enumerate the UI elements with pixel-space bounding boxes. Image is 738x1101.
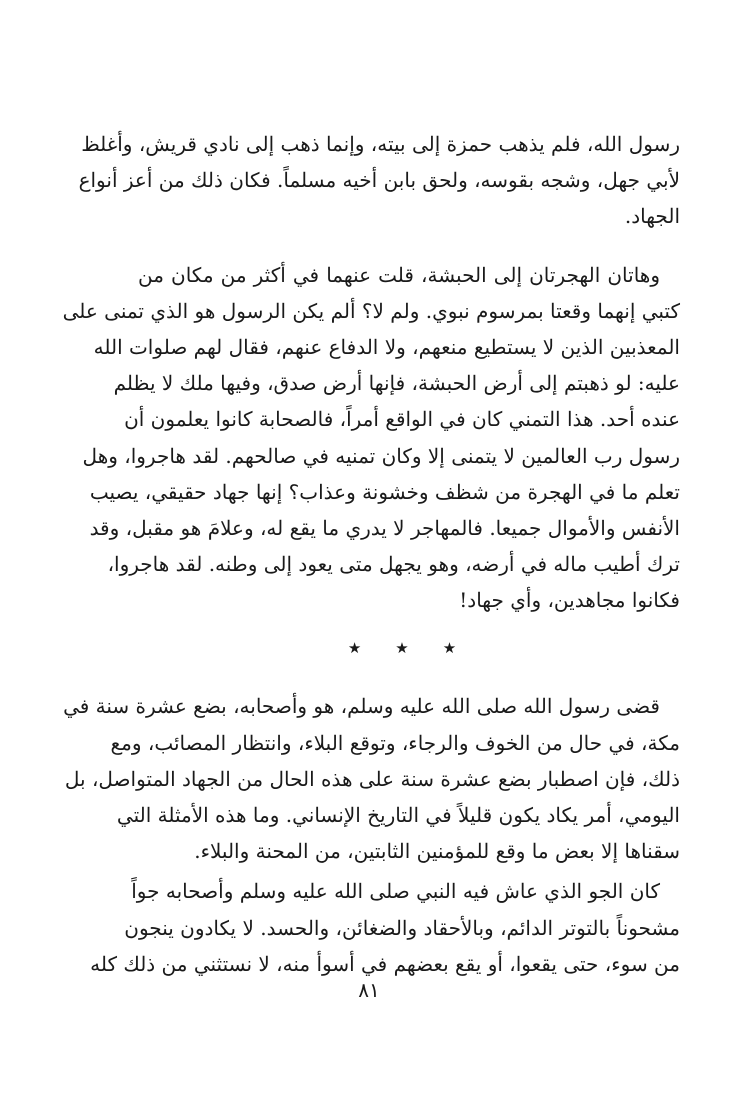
text-line: من سوء، حتى يقعوا، أو يقع بعضهم في أسوأ منه، لا نستثني من ذلك كله: [90, 951, 680, 976]
text-line: المعذبين الذين لا يستطيع منعهم، ولا الدفاع عنهم، فقال لهم صلوات الله: [93, 334, 680, 359]
star-icon: ★: [442, 639, 457, 658]
text-line: فكانوا مجاهدين، وأي جهاد!: [459, 588, 680, 613]
paragraph-1: [78, 126, 680, 235]
text-line: وهاتان الهجرتان إلى الحبشة، قلت عنهما في أكثر من مكان من: [138, 262, 660, 287]
text-line: رسول رب العالمين لا يتمنى إلا وكان تمنيه في صالحهم. لقد هاجروا، وهل: [82, 443, 680, 468]
star-icon: ★: [395, 639, 409, 658]
text-line: سقناها إلا بعض ما وقع للمؤمنين الثابتين، من المحنة والبلاء.: [194, 839, 680, 864]
text-line: ترك أطيب ماله في أرضه، وهو يجهل متى يعود إلى وطنه. لقد هاجروا،: [107, 552, 680, 577]
text-line: قضى رسول الله صلى الله عليه وسلم، هو وأصحابه، بضع عشرة سنة في: [63, 694, 660, 719]
text-line: كان الجو الذي عاش فيه النبي صلى الله عليه وسلم وأصحابه جواً: [131, 879, 660, 904]
page-number: ٨١: [358, 978, 380, 1002]
text-line: الأنفس والأموال جميعا. فالمهاجر لا يدري ما يقع له، وعلامَ هو مقبل، وقد: [89, 515, 680, 540]
text-line: الجهاد.: [624, 204, 680, 229]
text-line: اليومي، أمر يكاد يكون قليلاً في التاريخ الإنساني. وما هذه الأمثلة التي: [116, 803, 680, 827]
text-line: كتبي إنهما وقعتا بمرسوم نبوي. ولم لا؟ ألم يكن الرسول هو الذي تمنى على: [62, 298, 680, 323]
text-line: تعلم ما في الهجرة من شظف وخشونة وعذاب؟ إنها جهاد حقيقي، يصيب: [89, 479, 680, 504]
text-line: ذلك، فإن اصطبار بضع عشرة سنة على هذه الحال من الجهاد المتواصل، بل: [64, 766, 680, 791]
text-line: رسول الله، فلم يذهب حمزة إلى بيته، وإنما ذهب إلى نادي قريش، وأغلظ: [81, 132, 680, 156]
paragraph-2: [62, 257, 680, 619]
text-line: لأبي جهل، وشجه بقوسه، ولحق بابن أخيه مسلماً. فكان ذلك من أعز أنواع: [78, 168, 680, 193]
paragraph-3: [63, 688, 680, 869]
text-line: عليه: لو ذهبتم إلى أرض الحبشة، فإنها أرض صدق، وفيها ملك لا يظلم: [113, 371, 680, 396]
text-line: مكة، في حال من الخوف والرجاء، وتوقع البلاء، وانتظار المصائب، ومع: [110, 730, 680, 755]
text-line: مشحوناً بالتوتر الدائم، وبالأحقاد والضغائن، والحسد. لا يكادون ينجون: [124, 915, 680, 940]
star-icon: ★: [347, 639, 362, 658]
text-line: عنده أحد. هذا التمني كان في الواقع أمراً، فالصحابة كانوا يعلمون أن: [124, 407, 680, 432]
paragraph-4: [90, 873, 680, 982]
page-body: [62, 126, 680, 982]
section-separator: [124, 618, 680, 678]
